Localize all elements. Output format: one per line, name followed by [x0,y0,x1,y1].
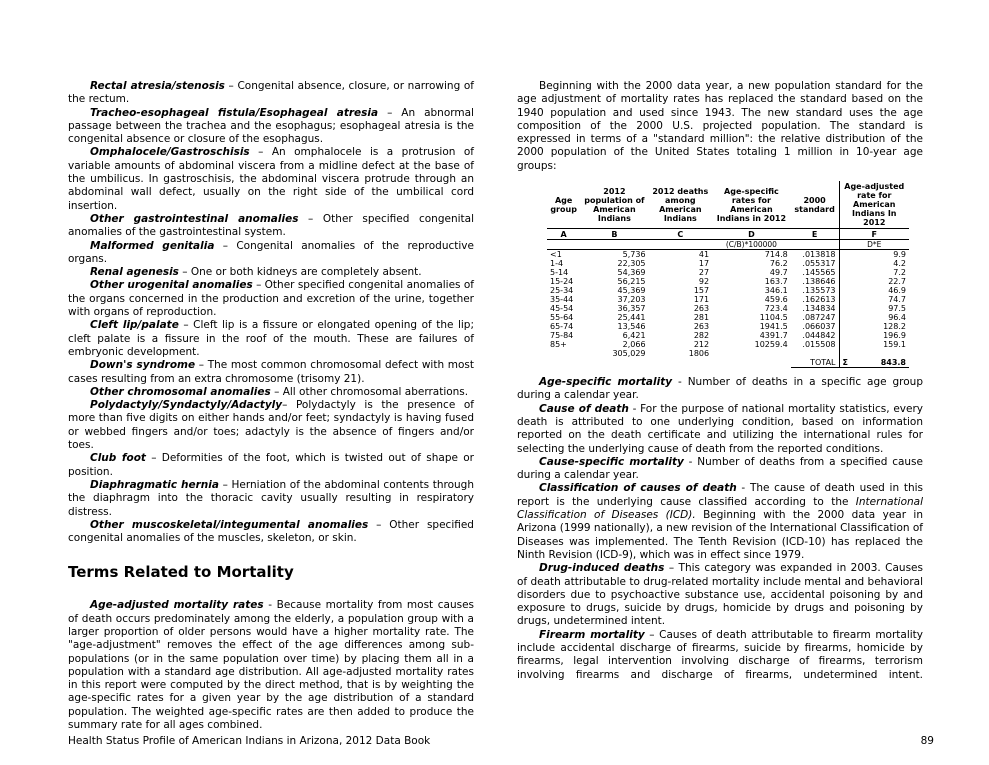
definition-sep: - [736,482,750,495]
definition-paragraph [68,359,474,386]
definition-age-adjusted [68,599,474,732]
definition-paragraph [68,146,474,212]
total-value-cell [839,358,909,368]
table-row [547,340,909,349]
sum-deaths: 1806 [688,349,710,359]
cell-age: 85+ [550,340,567,350]
definition-term: Other muscoskeletal/integumental anomalies [90,518,369,531]
table-row [547,277,909,286]
table-row [547,250,909,260]
cell-deaths: 157 [693,286,710,296]
cell-standard: .162613 [791,295,839,304]
col-header-deaths: 2012 deaths among American Indians [649,181,713,229]
cell-population: 45,369 [617,286,646,296]
definition-text: Number of deaths from a specified cause during a calendar year. [517,455,923,482]
cell-population: 6,421 [622,331,646,341]
definition-paragraph [517,403,923,456]
cell-deaths: 92 [698,277,710,287]
cell-standard: .135573 [791,286,839,295]
cell-adjusted: 96.4 [888,313,906,323]
definition-text: Other specified congenital anomalies of the muscles, skeleton, or skin. [68,518,474,545]
table-row [547,331,909,340]
definition-sep: – [270,385,283,398]
cell-standard: .134834 [791,304,839,313]
definition-text: Herniation of the abdominal contents through the diaphragm into the thoracic cavity usually resulting in respiratory distress. [68,478,474,518]
col-header-age: Age group [547,181,580,229]
cell-rate: 1941.5 [759,322,788,332]
definition-sep: - [683,455,698,468]
definition-text: One or both kidneys are completely absent. [190,266,422,279]
cell-standard: .044842 [791,331,839,340]
definition-term: Age-adjusted mortality rates [90,599,264,612]
definition-paragraph [517,562,923,628]
col-letter-c: C [649,229,713,240]
definition-term: Rectal atresia/stenosis [90,80,225,92]
population-standard-intro: Beginning with the 2000 data year, a new population standard for the age adjustment of mortality rates has replaced the standard based on the 1940 population and used since 1943. The new standard uses the age composition of the 2000 U.S. projected population. The standard is expressed in terms of a "standard million": the relative distribution of the 2000 population of the United States totaling 1 million in 10-year age groups: [517,80,923,172]
table-row [547,259,909,268]
cell-population: 5,736 [622,250,646,260]
section-heading: Terms Related to Mortality [68,563,294,582]
definition-sep: – [178,266,191,279]
definition-sep: – [214,239,237,252]
table-letter-row [547,229,909,240]
definition-paragraph [68,107,474,147]
definition-text: Cleft lip is a fissure or elongated opening of the lip; cleft palate is a fissure in the roof of the mouth. These are failures of embryonic development. [68,319,474,358]
definition-sep: – [224,80,238,92]
table-row [547,295,909,304]
col-letter-b: B [580,229,648,240]
definition-term: Other chromosomal anomalies [90,385,271,398]
cell-standard: .066037 [791,322,839,331]
definition-paragraph [68,279,474,319]
col-header-population: 2012 population of American Indians [580,181,648,229]
definition-term: Down's syndrome [90,359,196,372]
cell-population: 54,369 [617,268,646,278]
cell-deaths: 282 [693,331,710,341]
definition-text: For the purpose of national mortality statistics, every death is attributed to one underlying condition, based on information reported on the death certificate and utilizing the international rules for selecting the underlying cause of death from the reported conditions. [517,402,923,455]
definition-term: Cleft lip/palate [90,319,179,332]
table-row [547,268,909,277]
col-header-standard: 2000 standard [791,181,839,229]
cell-age: 25-34 [550,286,574,296]
cell-population: 56,215 [617,277,646,287]
cell-adjusted: 128.2 [883,322,906,332]
formula-f: D*E [839,240,909,250]
definition-paragraph [68,519,474,546]
definition-paragraph [68,479,474,519]
cell-population: 22,305 [617,259,646,269]
definition-text: Other specified congenital anomalies of the gastrointestinal system. [68,212,474,239]
table-total-row [547,358,909,368]
page-footer [68,735,934,747]
definition-text-cont: Beginning with the 2000 data year in Arizona (1999 nationally), a new revision of the International Classification of Diseases was implemented. The Tenth Revision (ICD-10) has replaced the Ninth Revision (ICD-9), which was in effect since 1979. [517,509,923,561]
cell-rate: 1104.5 [759,313,788,323]
definition-text: Deformities of the foot, which is twisted out of shape or position. [68,452,474,478]
definition-sep: – [178,319,194,332]
definition-paragraph [517,376,923,403]
mortality-definitions [517,376,923,482]
table-row [547,313,909,322]
cell-deaths: 17 [698,259,710,269]
definition-classification [517,482,923,562]
definition-term: Club foot [90,452,146,465]
cell-adjusted: 159.1 [883,340,906,350]
definition-text: Other specified congenital anomalies of the organs concerned in the production and excretion of the urine, together with organs of reproduction. [68,279,474,319]
cell-rate: 459.6 [764,295,788,305]
cell-age: 35-44 [550,295,574,305]
col-letter-d: D [712,229,791,240]
right-column [517,80,923,682]
cell-population: 25,441 [617,313,646,323]
cell-adjusted: 22.7 [888,277,906,287]
icd-title: International Classification of Diseases (ICD). [517,495,923,522]
table-formula-row [547,240,909,250]
cell-age: 65-74 [550,322,574,332]
cell-adjusted: 7.2 [893,268,906,278]
definition-sep: – [298,212,323,225]
cell-rate: 163.7 [764,277,788,287]
cell-age: 45-54 [550,304,574,314]
col-letter-e: E [791,229,839,240]
cell-age: 55-64 [550,313,574,323]
definition-term: Other gastrointestinal anomalies [90,212,299,225]
definition-text: Causes of death attributable to firearm mortality include accidental discharge of firearms, suicide by firearms, homicide by firearms, legal intervention involving discharge of firearms, terrorism involving firearms and discharge of firearms, undetermined intent. [517,628,924,681]
cell-adjusted: 4.2 [893,259,906,269]
table-row [547,322,909,331]
definition-text: All other chromosomal aberrations. [282,385,469,398]
table-header-row [547,181,909,229]
cell-standard: .145565 [791,268,839,277]
definition-term: Firearm mortality [539,628,645,641]
cell-adjusted: 9.9 [893,250,906,260]
cell-deaths: 263 [693,322,710,332]
definition-term: Age-specific mortality [539,376,673,389]
mortality-definitions-cont [517,562,923,682]
definition-sep: - [672,376,688,389]
cell-population: 37,203 [617,295,646,305]
congenital-anomaly-definitions [68,80,474,545]
definition-text: Congenital anomalies of the reproductive organs. [68,239,474,265]
definition-paragraph [68,80,474,107]
definition-sep: – [644,628,660,641]
definition-term: Tracheo-esophageal fistula/Esophageal atresia [90,106,379,119]
cell-adjusted: 46.9 [888,286,906,296]
cell-rate: 723.4 [764,304,788,314]
definition-term: Renal agenesis [90,266,179,279]
definition-paragraph [68,399,474,452]
cell-age: 75-84 [550,331,574,341]
cell-standard: .055317 [791,259,839,268]
definition-term: Diaphragmatic hernia [90,478,219,491]
cell-age: 15-24 [550,277,574,287]
definition-paragraph [68,213,474,240]
definition-sep: – [252,279,265,292]
definition-sep: – [195,359,208,372]
definition-term: Other urogenital anomalies [90,279,253,292]
cell-rate: 76.2 [769,259,788,269]
definition-sep: - [263,599,277,612]
cell-deaths: 171 [693,295,710,305]
cell-rate: 714.8 [764,250,788,260]
cell-age: 1-4 [550,259,564,269]
cell-rate: 346.1 [764,286,788,296]
cell-adjusted: 74.7 [888,295,906,305]
cell-rate: 4391.7 [759,331,788,341]
cell-deaths: 27 [698,268,710,278]
table-sum-row [547,349,909,358]
footer-title: Health Status Profile of American Indians in Arizona, 2012 Data Book [68,735,431,747]
definition-paragraph [68,266,474,279]
definition-text: Number of deaths in a specific age group during a calendar year. [517,376,923,402]
cell-standard: .138646 [791,277,839,286]
definition-paragraph [517,456,923,483]
definition-sep: – [368,518,390,531]
cell-rate: 10259.4 [754,340,788,350]
cell-standard: .087247 [791,313,839,322]
definition-text: An abnormal passage between the trachea and the esophagus; esophageal atresia is the congenital absence or closure of the esophagus. [68,106,474,146]
definition-text: The cause of death used in this report is the underlying cause classified according to the [517,482,923,508]
table-row [547,304,909,313]
sigma-symbol: Σ [842,358,848,368]
total-label: TOTAL [791,358,839,368]
definition-sep: – [218,478,232,491]
definition-text: Congenital absence, closure, or narrowing of the rectum. [68,80,474,106]
cell-rate: 49.7 [769,268,788,278]
definition-text: Because mortality from most causes of death occurs predominately among the elderly, a population group with a larger proportion of older persons would have a higher mortality rate. The "age-adjustment" removes the effect of the age differences among sub-populations (or in the same population over time) by placing them all in a population with a standard age distribution. All age-adjusted mortality rates in this report were computed by the direct method, that is by weighting the age-specific rates for a given year by the age distribution of a standard population. The weighted age-specific rates are then added to produce the summary rate for all ages combined. [68,599,475,732]
definition-term: Malformed genitalia [90,239,215,252]
definition-sep: – [249,146,272,159]
cell-deaths: 281 [693,313,710,323]
definition-text: Polydactyly is the presence of more than five digits on either hands and/or feet; syndactyly is having fused or webbed fingers and/or toes; adactyly is the absence of fingers and/or toes. [68,399,474,452]
definition-term: Drug-induced deaths [539,562,665,575]
definition-sep: - [628,402,641,415]
cell-deaths: 212 [693,340,710,350]
definition-term: Classification of causes of death [539,482,737,495]
definition-paragraph [68,386,474,399]
definition-text: The most common chromosomal defect with most cases resulting from an extra chromosome (trisomy 21). [68,359,475,385]
col-letter-f: F [839,229,909,240]
cell-standard: .013818 [791,250,839,260]
total-value: 843.8 [880,358,906,368]
formula-d: (C/B)*100000 [712,240,791,250]
definition-paragraph [517,629,923,682]
cell-adjusted: 97.5 [888,304,906,314]
definition-sep: – [664,562,679,575]
definition-sep: – [145,452,162,465]
sum-population: 305,029 [612,349,646,359]
col-letter-a: A [547,229,580,240]
definition-term: Cause of death [539,402,629,415]
definition-paragraph [68,240,474,267]
col-header-rate: Age-specific rates for American Indians in 2012 [712,181,791,229]
col-header-adjusted: Age-adjusted rate for American Indians In 2012 [839,181,909,229]
cell-deaths: 263 [693,304,710,314]
definition-term: Cause-specific mortality [539,455,684,468]
cell-population: 13,546 [617,322,646,332]
cell-standard: .015508 [791,340,839,349]
cell-population: 2,066 [622,340,646,350]
cell-adjusted: 196.9 [883,331,906,341]
definition-text: An omphalocele is a protrusion of variable amounts of abdominal viscera from a midline defect at the base of the umbilicus. In gastroschisis, the abdominal viscera protrude through an abdominal wall defect, usually on the right side of the umbilical cord insertion. [68,146,474,212]
age-adjustment-table [547,181,909,368]
cell-age: <1 [550,250,562,260]
cell-deaths: 41 [698,250,710,260]
definition-sep: – [378,106,402,119]
table-body [547,250,909,350]
cell-age: 5-14 [550,268,569,278]
definition-paragraph [68,452,474,479]
definition-term: Polydactyly/Syndactyly/Adactyly [90,399,283,412]
definition-text: This category was expanded in 2003. Causes of death attributable to drug-related mortality include mental and behavioral disorders due to psychoactive substance use, accidental poisoning by and exposure to drugs, suicide by drugs, homicide by drugs and poisoning by drugs, undetermined intent. [517,562,923,628]
definition-term: Omphalocele/Gastroschisis [90,146,250,159]
definition-paragraph [68,319,474,359]
page-number: 89 [920,735,934,747]
left-column [68,80,474,732]
cell-population: 36,357 [617,304,646,314]
definition-sep: – [282,399,296,412]
table-row [547,286,909,295]
